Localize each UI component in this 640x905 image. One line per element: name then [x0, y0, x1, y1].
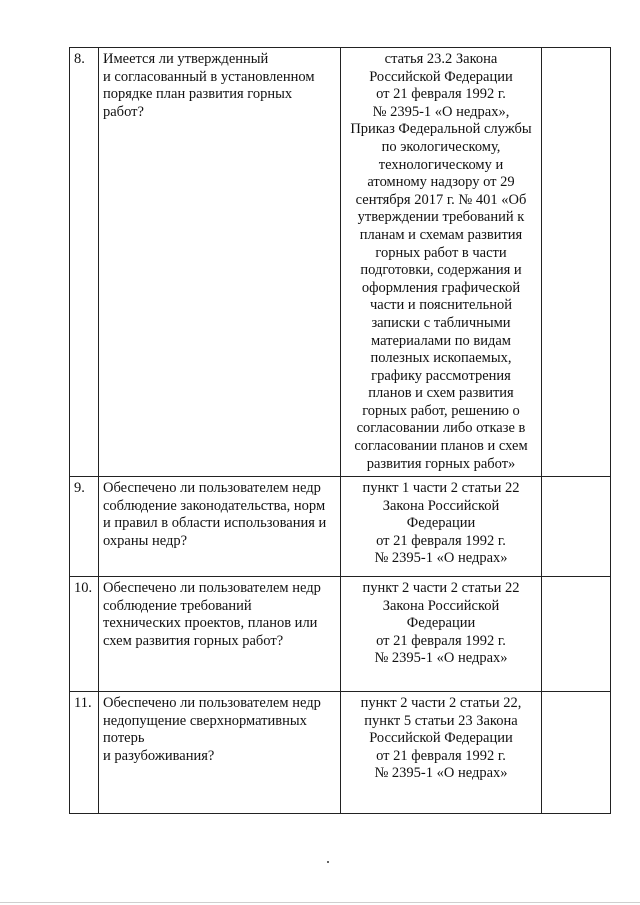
reference-line: Приказ Федеральной службы — [350, 121, 532, 138]
reference-line: пункт 5 статьи 23 Закона — [364, 712, 518, 729]
reference-line: от 21 февраля 1992 г. — [376, 532, 506, 549]
empty-answer-cell — [542, 692, 611, 814]
reference-line: пункт 2 части 2 статьи 22 — [362, 580, 520, 596]
question-cell — [99, 577, 341, 692]
question-cell — [99, 477, 341, 577]
reference-line: подготовки, содержания и — [360, 262, 522, 279]
reference-line: атомному надзору от 29 — [367, 174, 515, 191]
reference-line: от 21 февраля 1992 г. — [376, 747, 506, 764]
question-line: потерь — [103, 730, 145, 747]
reference-cell — [341, 48, 542, 477]
question-line: соблюдение требований — [103, 597, 252, 614]
reference-line: развития горных работ» — [366, 455, 516, 472]
empty-answer-cell — [542, 477, 611, 577]
reference-line: от 21 февраля 1992 г. — [376, 632, 506, 649]
checklist-table — [69, 47, 611, 814]
question-line: и правил в области использования и — [103, 515, 327, 532]
reference-line: технологическому и — [378, 156, 504, 173]
question-line: охраны недр? — [103, 532, 188, 549]
reference-line: планам и схемам развития — [359, 226, 523, 243]
reference-line: части и пояснительной — [369, 297, 513, 314]
page-bottom-edge — [0, 902, 640, 903]
question-line: соблюдение законодательства, норм — [103, 497, 326, 514]
reference-line: материалами по видам — [371, 332, 511, 349]
reference-line: Федерации — [406, 615, 476, 632]
question-cell — [99, 692, 341, 814]
reference-line: Российской Федерации — [369, 68, 513, 85]
reference-cell — [341, 692, 542, 814]
question-line: и разубоживания? — [103, 747, 215, 764]
reference-cell — [341, 577, 542, 692]
table-row — [70, 48, 611, 477]
reference-cell — [341, 477, 542, 577]
reference-line: № 2395-1 «О недрах» — [374, 550, 508, 567]
reference-line: от 21 февраля 1992 г. — [376, 86, 506, 103]
reference-line: Закона Российской — [382, 497, 500, 514]
reference-line: Федерации — [406, 515, 476, 532]
question-line: порядке план развития горных — [103, 86, 293, 103]
question-line: схем развития горных работ? — [103, 632, 284, 649]
reference-line: согласовании планов и схем — [354, 438, 528, 455]
reference-line: полезных ископаемых, — [370, 350, 512, 367]
item-number: 11. — [70, 692, 99, 814]
reference-line: планов и схем развития — [368, 385, 514, 402]
reference-line: Закона Российской — [382, 597, 500, 614]
item-number: 9. — [70, 477, 99, 577]
page-speck — [327, 861, 329, 863]
reference-line: горных работ в части — [375, 244, 507, 261]
table-row — [70, 477, 611, 577]
reference-line: сентября 2017 г. № 401 «Об — [355, 191, 527, 208]
reference-line: № 2395-1 «О недрах» — [374, 765, 508, 782]
question-line: Обеспечено ли пользователем недр — [103, 695, 321, 711]
question-line: работ? — [103, 103, 144, 120]
question-line: Обеспечено ли пользователем недр — [103, 580, 321, 596]
reference-line: № 2395-1 «О недрах», — [372, 103, 510, 120]
reference-line: записки с табличными — [371, 314, 511, 331]
item-number: 8. — [70, 48, 99, 477]
reference-line: оформления графической — [361, 279, 521, 296]
reference-line: Российской Федерации — [369, 730, 513, 747]
question-line: недопущение сверхнормативных — [103, 712, 307, 729]
question-cell — [99, 48, 341, 477]
item-number: 10. — [70, 577, 99, 692]
empty-answer-cell — [542, 48, 611, 477]
question-line: Имеется ли утвержденный — [103, 51, 269, 67]
reference-line: № 2395-1 «О недрах» — [374, 650, 508, 667]
reference-line: согласовании либо отказе в — [356, 420, 526, 437]
question-line: технических проектов, планов или — [103, 615, 318, 632]
reference-line: графику рассмотрения — [371, 367, 511, 384]
question-line: Обеспечено ли пользователем недр — [103, 480, 321, 496]
reference-line: пункт 1 части 2 статьи 22 — [362, 480, 520, 496]
reference-line: по экологическому, — [381, 138, 501, 155]
reference-line: пункт 2 части 2 статьи 22, — [360, 695, 522, 711]
table-row — [70, 577, 611, 692]
reference-line: горных работ, решению о — [362, 402, 520, 419]
reference-line: утверждении требований к — [357, 209, 525, 226]
reference-line: статья 23.2 Закона — [384, 51, 498, 67]
question-line: и согласованный в установленном — [103, 68, 315, 85]
table-row — [70, 692, 611, 814]
empty-answer-cell — [542, 577, 611, 692]
